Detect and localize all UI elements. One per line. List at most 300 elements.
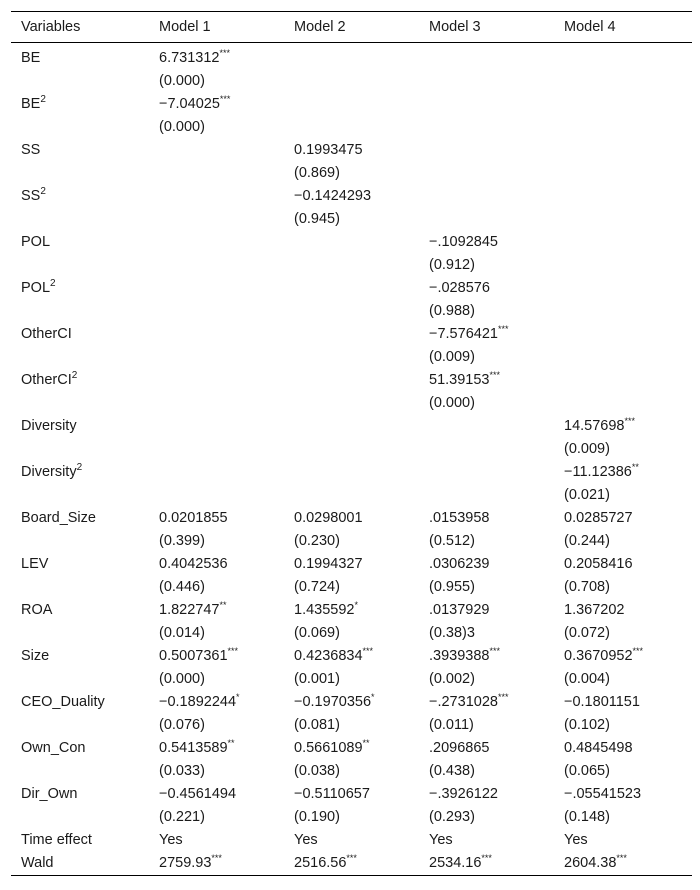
- p-value: (0.38)3: [429, 625, 475, 641]
- p-value: (0.072): [564, 625, 610, 641]
- coefficient-line: [564, 599, 692, 622]
- coefficient-line: [159, 691, 284, 714]
- model-1-cell: [149, 323, 284, 369]
- variable-name: ROA: [21, 602, 53, 618]
- variable-name-line: [21, 277, 149, 300]
- model-2-cell: [284, 93, 419, 139]
- model-2-cell: [284, 43, 419, 94]
- variable-name-cell: [11, 369, 149, 415]
- variable-name: POL: [21, 234, 51, 250]
- coefficient-value: −11.12386: [564, 464, 632, 480]
- coefficient-value: −.028576: [429, 280, 490, 296]
- significance-stars: ***: [489, 370, 500, 380]
- model-1-cell: [149, 829, 284, 852]
- model-1-cell: [149, 852, 284, 876]
- variable-name-cell: [11, 691, 149, 737]
- p-value: (0.000): [159, 119, 205, 135]
- variable-name-cell: [11, 783, 149, 829]
- coefficient-line: [429, 599, 554, 622]
- p-value: (0.004): [564, 671, 610, 687]
- model-2-cell: [284, 852, 419, 876]
- variable-name: Board_Size: [21, 510, 96, 526]
- coefficient-value: 0.0298001: [294, 510, 363, 526]
- variable-name-line: [21, 323, 149, 346]
- coefficient-line: [294, 507, 419, 530]
- coefficient-line: [159, 829, 284, 852]
- p-value: (0.081): [294, 717, 340, 733]
- p-value: (0.033): [159, 763, 205, 779]
- significance-stars: ***: [489, 646, 500, 656]
- model-4-cell: [554, 599, 692, 645]
- variable-name: Diversity: [21, 418, 77, 434]
- variable-name-cell: [11, 415, 149, 461]
- table-row: [11, 231, 692, 277]
- model-4-cell: [554, 737, 692, 783]
- coefficient-line: [294, 783, 419, 806]
- coefficient-line: [159, 852, 284, 875]
- model-2-cell: [284, 507, 419, 553]
- coefficient-value: 1.822747: [159, 602, 220, 618]
- variable-name-cell: [11, 852, 149, 876]
- table-row: [11, 599, 692, 645]
- significance-stars: **: [219, 600, 227, 610]
- coefficient-line: [429, 323, 554, 346]
- header-model-2: Model 2: [284, 12, 419, 43]
- coefficient-value: −0.1801151: [564, 694, 640, 710]
- significance-stars: **: [227, 738, 235, 748]
- variable-name-cell: [11, 43, 149, 94]
- variable-name-line: [21, 691, 149, 714]
- p-value: (0.038): [294, 763, 340, 779]
- p-value: (0.076): [159, 717, 205, 733]
- model-4-cell: [554, 783, 692, 829]
- coefficient-line: [159, 737, 284, 760]
- coefficient-value: −0.5110657: [294, 786, 370, 802]
- variable-name-line: [21, 415, 149, 438]
- coefficient-line: [294, 185, 419, 208]
- p-value: (0.446): [159, 579, 205, 595]
- significance-stars: ***: [497, 692, 509, 702]
- coefficient-line: [294, 852, 419, 875]
- coefficient-value: Yes: [294, 832, 318, 848]
- coefficient-value: Yes: [429, 832, 453, 848]
- p-value: (0.000): [429, 395, 475, 411]
- coefficient-line: [429, 645, 554, 668]
- p-value: (0.021): [564, 487, 610, 503]
- variable-name: Time effect: [21, 832, 92, 848]
- coefficient-value: 0.0285727: [564, 510, 633, 526]
- model-4-cell: [554, 43, 692, 94]
- variable-name-cell: [11, 185, 149, 231]
- p-value: (0.708): [564, 579, 610, 595]
- header-variables: Variables: [11, 12, 149, 43]
- coefficient-line: [429, 507, 554, 530]
- coefficient-value: 2534.16: [429, 855, 482, 871]
- squared-exponent: 2: [76, 462, 83, 473]
- significance-stars: *: [371, 692, 375, 702]
- coefficient-line: [429, 783, 554, 806]
- coefficient-line: [429, 691, 554, 714]
- coefficient-value: −7.04025: [159, 96, 220, 112]
- table-row: [11, 185, 692, 231]
- coefficient-value: 0.3670952: [564, 648, 633, 664]
- table-row: [11, 369, 692, 415]
- model-4-cell: [554, 691, 692, 737]
- p-value: (0.069): [294, 625, 340, 641]
- coefficient-value: 0.4042536: [159, 556, 228, 572]
- model-4-cell: [554, 645, 692, 691]
- coefficient-value: 0.1994327: [294, 556, 363, 572]
- coefficient-line: [159, 93, 284, 116]
- coefficient-value: 2759.93: [159, 855, 212, 871]
- model-1-cell: [149, 231, 284, 277]
- coefficient-value: 6.731312: [159, 50, 220, 66]
- variable-name: OtherCI: [21, 326, 72, 342]
- variable-name-cell: [11, 231, 149, 277]
- model-3-cell: [419, 369, 554, 415]
- model-3-cell: [419, 737, 554, 783]
- variable-name-cell: [11, 93, 149, 139]
- variable-name-cell: [11, 645, 149, 691]
- variable-name: SS: [21, 142, 41, 158]
- p-value: (0.912): [429, 257, 475, 273]
- model-1-cell: [149, 277, 284, 323]
- variable-name-cell: [11, 599, 149, 645]
- p-value: (0.293): [429, 809, 475, 825]
- p-value: (0.869): [294, 165, 340, 181]
- table-row: [11, 553, 692, 599]
- coefficient-value: −.05541523: [564, 786, 642, 802]
- table-row: [11, 139, 692, 185]
- coefficient-value: 0.2058416: [564, 556, 633, 572]
- variable-name-line: [21, 231, 149, 254]
- table-row: [11, 461, 692, 507]
- coefficient-value: 51.39153: [429, 372, 490, 388]
- coefficient-value: Yes: [159, 832, 183, 848]
- variable-name-cell: [11, 277, 149, 323]
- p-value: (0.512): [429, 533, 475, 549]
- variable-name-line: [21, 185, 149, 208]
- coefficient-line: [429, 829, 554, 852]
- model-1-cell: [149, 369, 284, 415]
- significance-stars: ***: [497, 324, 509, 334]
- coefficient-line: [564, 507, 692, 530]
- coefficient-line: [429, 277, 554, 300]
- variable-name-line: [21, 139, 149, 162]
- squared-exponent: 2: [40, 186, 46, 197]
- model-2-cell: [284, 737, 419, 783]
- table-row: [11, 93, 692, 139]
- model-1-cell: [149, 737, 284, 783]
- model-4-cell: [554, 553, 692, 599]
- significance-stars: ***: [481, 853, 492, 863]
- variable-name: POL: [21, 280, 51, 296]
- p-value: (0.230): [294, 533, 340, 549]
- variable-name-cell: [11, 829, 149, 852]
- model-2-cell: [284, 369, 419, 415]
- variable-name: BE: [21, 96, 41, 112]
- p-value: (0.945): [294, 211, 340, 227]
- coefficient-line: [429, 553, 554, 576]
- coefficient-value: .0306239: [429, 556, 490, 572]
- squared-exponent: 2: [50, 278, 56, 289]
- model-3-cell: [419, 231, 554, 277]
- coefficient-value: −.2731028: [429, 694, 498, 710]
- coefficient-value: Yes: [564, 832, 588, 848]
- coefficient-value: 0.0201855: [159, 510, 228, 526]
- model-1-cell: [149, 507, 284, 553]
- p-value: (0.002): [429, 671, 475, 687]
- coefficient-value: .0153958: [429, 510, 490, 526]
- coefficient-line: [159, 645, 284, 668]
- model-4-cell: [554, 93, 692, 139]
- coefficient-value: .3939388: [429, 648, 490, 664]
- model-4-cell: [554, 461, 692, 507]
- model-2-cell: [284, 323, 419, 369]
- model-3-cell: [419, 553, 554, 599]
- model-3-cell: [419, 852, 554, 876]
- p-value: (0.190): [294, 809, 340, 825]
- significance-stars: ***: [616, 853, 627, 863]
- variable-name-line: [21, 737, 149, 760]
- model-3-cell: [419, 415, 554, 461]
- model-2-cell: [284, 645, 419, 691]
- variable-name: Size: [21, 648, 50, 664]
- coefficient-value: 0.4845498: [564, 740, 633, 756]
- regression-table: [11, 11, 692, 876]
- coefficient-value: −0.1424293: [294, 188, 372, 204]
- coefficient-line: [294, 829, 419, 852]
- significance-stars: ***: [362, 646, 374, 656]
- model-3-cell: [419, 461, 554, 507]
- variable-name-cell: [11, 139, 149, 185]
- model-1-cell: [149, 93, 284, 139]
- model-3-cell: [419, 185, 554, 231]
- variable-name: BE: [21, 50, 41, 66]
- model-3-cell: [419, 691, 554, 737]
- regression-table-container: [11, 11, 692, 876]
- model-1-cell: [149, 461, 284, 507]
- significance-stars: ***: [227, 646, 239, 656]
- coefficient-line: [429, 737, 554, 760]
- variable-name-line: [21, 829, 149, 852]
- model-1-cell: [149, 415, 284, 461]
- coefficient-value: −.1092845: [429, 234, 498, 250]
- coefficient-line: [159, 47, 284, 70]
- coefficient-line: [564, 737, 692, 760]
- table-row: [11, 277, 692, 323]
- coefficient-line: [429, 369, 554, 392]
- model-3-cell: [419, 829, 554, 852]
- model-4-cell: [554, 231, 692, 277]
- variable-name-cell: [11, 553, 149, 599]
- coefficient-value: .2096865: [429, 740, 490, 756]
- table-body: [11, 43, 692, 876]
- variable-name-line: [21, 369, 149, 392]
- coefficient-line: [294, 645, 419, 668]
- variable-name: Own_Con: [21, 740, 86, 756]
- p-value: (0.102): [564, 717, 610, 733]
- table-row: [11, 783, 692, 829]
- coefficient-value: 1.367202: [564, 602, 625, 618]
- variable-name: Diversity: [21, 464, 77, 480]
- significance-stars: *: [354, 600, 358, 610]
- model-1-cell: [149, 691, 284, 737]
- variable-name-line: [21, 461, 149, 484]
- coefficient-line: [564, 645, 692, 668]
- header-row: [11, 12, 692, 43]
- model-2-cell: [284, 139, 419, 185]
- coefficient-line: [564, 415, 692, 438]
- model-4-cell: [554, 852, 692, 876]
- coefficient-value: 0.5661089: [294, 740, 363, 756]
- model-2-cell: [284, 691, 419, 737]
- model-2-cell: [284, 415, 419, 461]
- model-2-cell: [284, 553, 419, 599]
- coefficient-line: [294, 553, 419, 576]
- coefficient-line: [429, 231, 554, 254]
- model-1-cell: [149, 185, 284, 231]
- squared-exponent: 2: [71, 370, 78, 381]
- model-4-cell: [554, 323, 692, 369]
- variable-name: Wald: [21, 855, 54, 871]
- model-3-cell: [419, 43, 554, 94]
- coefficient-line: [294, 599, 419, 622]
- significance-stars: **: [631, 462, 639, 472]
- model-4-cell: [554, 829, 692, 852]
- variable-name: SS: [21, 188, 41, 204]
- p-value: (0.244): [564, 533, 610, 549]
- variable-name: LEV: [21, 556, 49, 572]
- table-header: [11, 12, 692, 43]
- variable-name-cell: [11, 323, 149, 369]
- p-value: (0.438): [429, 763, 475, 779]
- model-2-cell: [284, 185, 419, 231]
- p-value: (0.955): [429, 579, 475, 595]
- coefficient-value: 0.4236834: [294, 648, 363, 664]
- coefficient-line: [294, 139, 419, 162]
- significance-stars: ***: [219, 94, 231, 104]
- table-row: [11, 829, 692, 852]
- coefficient-line: [159, 599, 284, 622]
- table-row: [11, 645, 692, 691]
- coefficient-value: 2516.56: [294, 855, 347, 871]
- model-2-cell: [284, 461, 419, 507]
- significance-stars: **: [362, 738, 370, 748]
- table-row: [11, 691, 692, 737]
- model-2-cell: [284, 783, 419, 829]
- coefficient-value: −0.1892244: [159, 694, 237, 710]
- p-value: (0.001): [294, 671, 340, 687]
- model-1-cell: [149, 43, 284, 94]
- variable-name: CEO_Duality: [21, 694, 105, 710]
- table-row: [11, 852, 692, 876]
- coefficient-value: 0.5007361: [159, 648, 228, 664]
- table-row: [11, 43, 692, 94]
- significance-stars: ***: [632, 646, 644, 656]
- p-value: (0.009): [429, 349, 475, 365]
- table-row: [11, 737, 692, 783]
- model-1-cell: [149, 553, 284, 599]
- model-3-cell: [419, 783, 554, 829]
- significance-stars: ***: [219, 48, 230, 58]
- table-row: [11, 507, 692, 553]
- coefficient-line: [564, 852, 692, 875]
- variable-name-cell: [11, 737, 149, 783]
- model-4-cell: [554, 185, 692, 231]
- variable-name-line: [21, 599, 149, 622]
- model-4-cell: [554, 139, 692, 185]
- variable-name-cell: [11, 507, 149, 553]
- coefficient-value: −7.576421: [429, 326, 498, 342]
- coefficient-value: −0.1970356: [294, 694, 372, 710]
- model-2-cell: [284, 599, 419, 645]
- p-value: (0.065): [564, 763, 610, 779]
- p-value: (0.148): [564, 809, 610, 825]
- p-value: (0.724): [294, 579, 340, 595]
- model-3-cell: [419, 507, 554, 553]
- p-value: (0.000): [159, 73, 205, 89]
- variable-name-line: [21, 47, 149, 70]
- variable-name: Dir_Own: [21, 786, 78, 802]
- model-3-cell: [419, 323, 554, 369]
- variable-name-line: [21, 553, 149, 576]
- header-model-4: Model 4: [554, 12, 692, 43]
- model-3-cell: [419, 645, 554, 691]
- p-value: (0.988): [429, 303, 475, 319]
- coefficient-line: [564, 553, 692, 576]
- model-2-cell: [284, 277, 419, 323]
- model-2-cell: [284, 231, 419, 277]
- coefficient-value: 1.435592: [294, 602, 355, 618]
- variable-name-line: [21, 507, 149, 530]
- significance-stars: ***: [346, 853, 357, 863]
- p-value: (0.399): [159, 533, 205, 549]
- squared-exponent: 2: [40, 94, 46, 105]
- coefficient-line: [294, 737, 419, 760]
- coefficient-line: [564, 461, 692, 484]
- model-1-cell: [149, 599, 284, 645]
- coefficient-line: [159, 783, 284, 806]
- p-value: (0.221): [159, 809, 205, 825]
- model-3-cell: [419, 277, 554, 323]
- header-model-1: Model 1: [149, 12, 284, 43]
- coefficient-line: [564, 783, 692, 806]
- variable-name: OtherCI: [21, 372, 72, 388]
- variable-name-line: [21, 93, 149, 116]
- model-2-cell: [284, 829, 419, 852]
- variable-name-line: [21, 645, 149, 668]
- coefficient-value: 0.5413589: [159, 740, 228, 756]
- coefficient-value: 2604.38: [564, 855, 617, 871]
- coefficient-line: [564, 829, 692, 852]
- coefficient-value: 14.57698: [564, 418, 625, 434]
- significance-stars: ***: [624, 416, 635, 426]
- coefficient-value: 0.1993475: [294, 142, 363, 158]
- p-value: (0.009): [564, 441, 610, 457]
- p-value: (0.000): [159, 671, 205, 687]
- model-4-cell: [554, 507, 692, 553]
- model-4-cell: [554, 369, 692, 415]
- coefficient-line: [564, 691, 692, 714]
- model-3-cell: [419, 139, 554, 185]
- model-4-cell: [554, 415, 692, 461]
- significance-stars: ***: [211, 853, 222, 863]
- model-1-cell: [149, 645, 284, 691]
- model-4-cell: [554, 277, 692, 323]
- variable-name-line: [21, 852, 149, 875]
- table-row: [11, 415, 692, 461]
